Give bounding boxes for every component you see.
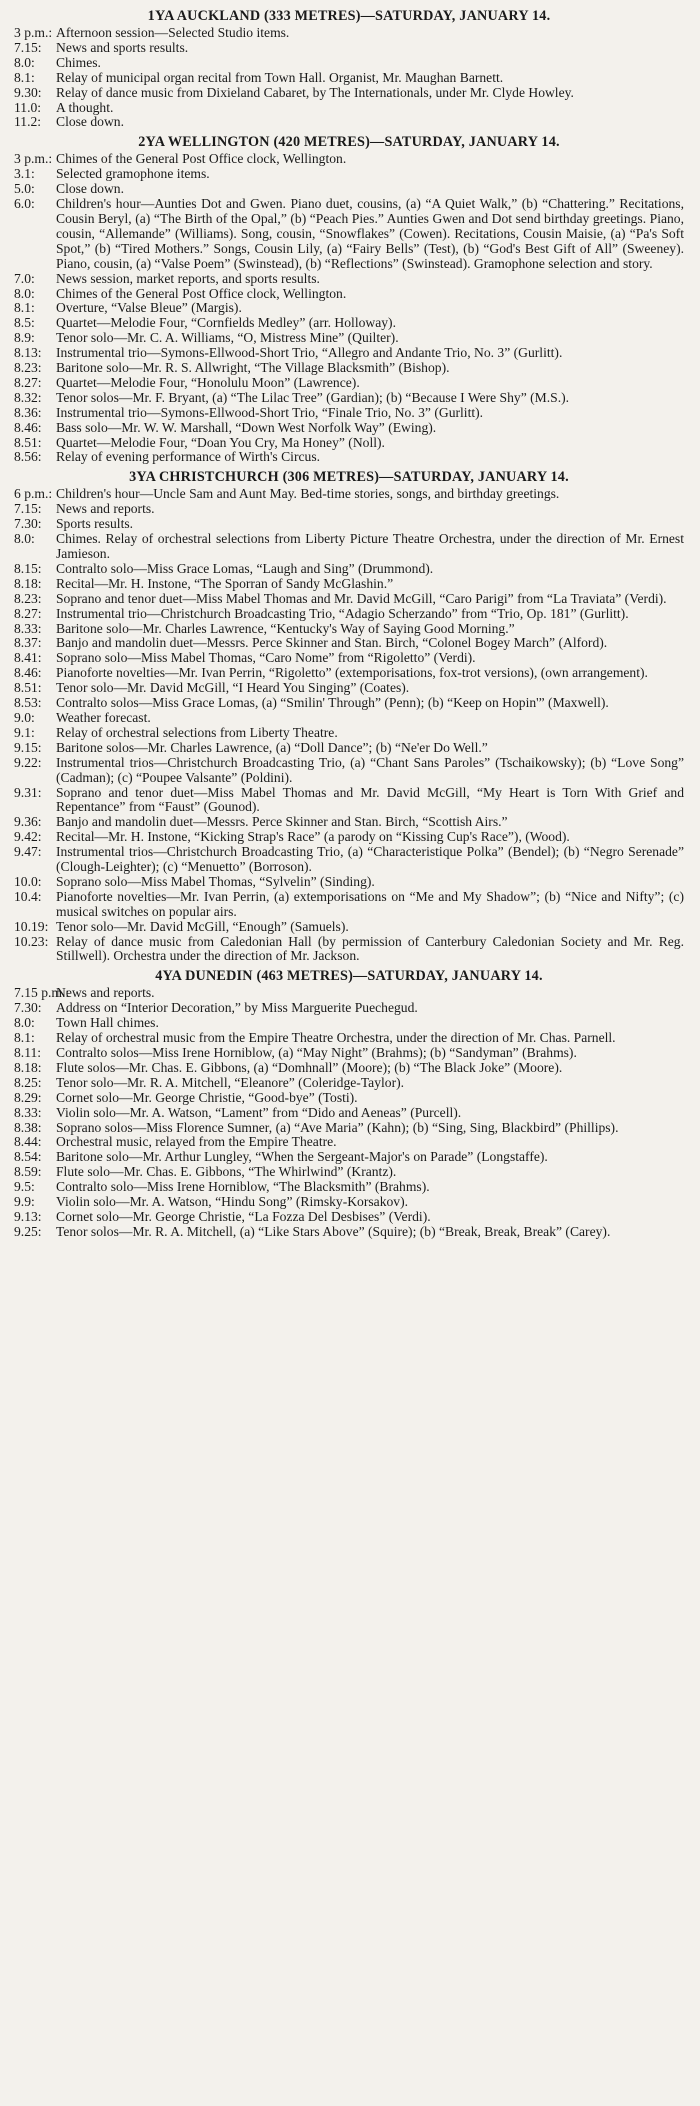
programme-entry	[14, 301, 684, 316]
station-section	[14, 468, 684, 964]
programme-entry	[14, 696, 684, 711]
entry-text: Flute solo—Mr. Chas. E. Gibbons, “The Whirlwind” (Krantz).	[56, 1164, 397, 1180]
entry-time: 11.2:	[14, 114, 42, 130]
programme-entry	[14, 517, 684, 532]
entry-time: 9.9:	[14, 1194, 35, 1210]
entry-text: Baritone solo—Mr. Arthur Lungley, “When the Sergeant-Major's on Parade” (Longstaffe).	[56, 1149, 548, 1165]
entry-text: Instrumental trio—Symons-Ellwood-Short Trio, “Finale Trio, No. 3” (Gurlitt).	[56, 404, 484, 420]
entry-text: Contralto solos—Miss Grace Lomas, (a) “Smilin' Through” (Penn); (b) “Keep on Hopin'” (Maxwell).	[56, 695, 609, 711]
entry-text: Weather forecast.	[56, 709, 151, 725]
entry-text: Violin solo—Mr. A. Watson, “Lament” from “Dido and Aeneas” (Purcell).	[56, 1104, 462, 1120]
programme-entry	[14, 41, 684, 56]
programme-entry	[14, 152, 684, 167]
programme-entry	[14, 532, 684, 562]
entry-time: 7.15 p.m.:	[14, 985, 70, 1001]
entry-time: 8.18:	[14, 1059, 42, 1075]
entry-text: Instrumental trios—Christchurch Broadcasting Trio, (a) “Chant Sans Paroles” (Tschaikowsky); (b) “Love Song” (Cadman); (c) “Poupee Valsante” (Poldini).	[56, 754, 684, 785]
programme-entry	[14, 71, 684, 86]
programme-entry	[14, 845, 684, 875]
station-section	[14, 133, 684, 465]
entry-text: Close down.	[56, 114, 124, 130]
entry-time: 7.15:	[14, 39, 42, 55]
entry-time: 9.22:	[14, 754, 42, 770]
entry-text: Cornet solo—Mr. George Christie, “La Fozza Del Desbises” (Verdi).	[56, 1208, 431, 1224]
entry-text: Tenor solo—Mr. David McGill, “I Heard You Singing” (Coates).	[56, 680, 410, 696]
programme-entry	[14, 272, 684, 287]
entry-text: Soprano and tenor duet—Miss Mabel Thomas and Mr. David McGill, “Caro Parigi” from “La Traviata” (Verdi).	[56, 590, 667, 606]
programme-entry	[14, 361, 684, 376]
programme-entry	[14, 1210, 684, 1225]
programme-entry	[14, 651, 684, 666]
entry-time: 8.51:	[14, 680, 42, 696]
entry-text: Soprano solos—Miss Florence Sumner, (a) “Ave Maria” (Kahn); (b) “Sing, Sing, Blackbird” (Phillips).	[56, 1119, 619, 1135]
entry-time: 8.27:	[14, 605, 42, 621]
entry-time: 8.53:	[14, 695, 42, 711]
entry-text: Relay of municipal organ recital from Town Hall. Organist, Mr. Maughan Barnett.	[56, 69, 504, 85]
entry-time: 7.15:	[14, 501, 42, 517]
programme-entry	[14, 421, 684, 436]
entry-time: 8.13:	[14, 345, 42, 361]
programme-entry	[14, 406, 684, 421]
entry-text: Flute solos—Mr. Chas. E. Gibbons, (a) “Domhnall” (Moore); (b) “The Black Joke” (Moore).	[56, 1059, 563, 1075]
programme-entry	[14, 436, 684, 451]
entry-time: 8.51:	[14, 434, 42, 450]
entry-time: 8.18:	[14, 575, 42, 591]
entry-time: 9.15:	[14, 739, 42, 755]
entry-text: Relay of evening performance of Wirth's Circus.	[56, 449, 321, 465]
entry-time: 8.38:	[14, 1119, 42, 1135]
programme-entry	[14, 622, 684, 637]
entry-time: 8.59:	[14, 1164, 42, 1180]
entry-text: Chimes of the General Post Office clock, Wellington.	[56, 285, 347, 301]
entry-time: 8.1:	[14, 1030, 35, 1046]
entry-time: 8.32:	[14, 389, 42, 405]
entry-time: 7.30:	[14, 516, 42, 532]
entry-text: Chimes.	[56, 54, 101, 70]
programme-entry	[14, 935, 684, 965]
entry-text: Recital—Mr. H. Instone, “Kicking Strap's Race” (a parody on “Kissing Cup's Race”), (Wood).	[56, 829, 570, 845]
entry-time: 8.36:	[14, 404, 42, 420]
programme-entry	[14, 726, 684, 741]
entry-time: 9.31:	[14, 784, 42, 800]
entry-text: Quartet—Melodie Four, “Honolulu Moon” (Lawrence).	[56, 374, 360, 390]
programme-entry	[14, 666, 684, 681]
entry-text: Baritone solos—Mr. Charles Lawrence, (a) “Doll Dance”; (b) “Ne'er Do Well.”	[56, 739, 488, 755]
entry-time: 9.0:	[14, 709, 35, 725]
programme-entry	[14, 1121, 684, 1136]
programme-entry	[14, 1195, 684, 1210]
entry-time: 8.46:	[14, 665, 42, 681]
entry-time: 8.41:	[14, 650, 42, 666]
programme-entry	[14, 577, 684, 592]
entry-time: 8.5:	[14, 315, 35, 331]
entry-time: 7.30:	[14, 1000, 42, 1016]
entry-text: Relay of orchestral music from the Empire Theatre Orchestra, under the direction of Mr. Chas. Parnell.	[56, 1030, 616, 1046]
entry-text: Selected gramophone items.	[56, 166, 210, 182]
entry-text: Children's hour—Aunties Dot and Gwen. Piano duet, cousins, (a) “A Quiet Walk,” (b) “Chattering.” Recitations, Cousin Beryl, (a) “The Birth of the Opal,” (b) “Peach Pies.” Aunties Gwen and Dot send birthday greetings. Piano, cousin, “Allemande” (Williams). Song, cousin, “Snowflakes” (Cowen). Recitations, Cousin Maisie, (a) “Pa's Soft Spot,” (b) “Tired Mothers.” Songs, Cousin Lily, (a) “Fairy Bells” (Test), (b) “God's Best Gift of All” (Sweeney). Piano, cousin, (a) “Valse Poem” (Swinstead), (b) “Reflections” (Swinstead). Gramophone selection and story.	[56, 196, 684, 271]
entry-text: Chimes of the General Post Office clock, Wellington.	[56, 151, 347, 167]
entry-text: News and sports results.	[56, 39, 189, 55]
programme-entry	[14, 316, 684, 331]
entry-text: Tenor solos—Mr. R. A. Mitchell, (a) “Like Stars Above” (Squire); (b) “Break, Break, Break” (Carey).	[56, 1223, 611, 1239]
programme-entry	[14, 1135, 684, 1150]
entry-time: 8.0:	[14, 285, 35, 301]
entry-text: Relay of orchestral selections from Liberty Theatre.	[56, 724, 338, 740]
entry-time: 8.33:	[14, 1104, 42, 1120]
entry-text: Soprano solo—Miss Mabel Thomas, “Sylvelin” (Sinding).	[56, 873, 375, 889]
programme-entry	[14, 1150, 684, 1165]
entry-text: Tenor solos—Mr. F. Bryant, (a) “The Lilac Tree” (Gardian); (b) “Because I Were Shy” (M.S.).	[56, 389, 570, 405]
programme-entry	[14, 681, 684, 696]
entry-text: Relay of dance music from Caledonian Hall (by permission of Canterbury Caledonian Society and Mr. Reg. Stillwell). Orchestra under the direction of Mr. Jackson.	[56, 933, 684, 964]
programme-entry	[14, 920, 684, 935]
entry-time: 8.0:	[14, 1015, 35, 1031]
programme-entry	[14, 167, 684, 182]
entry-text: Contralto solo—Miss Irene Horniblow, “The Blacksmith” (Brahms).	[56, 1179, 430, 1195]
entry-time: 10.0:	[14, 873, 42, 889]
entry-text: Baritone solo—Mr. R. S. Allwright, “The Village Blacksmith” (Bishop).	[56, 360, 450, 376]
entry-time: 9.30:	[14, 84, 42, 100]
programme-entry	[14, 391, 684, 406]
entry-text: Bass solo—Mr. W. W. Marshall, “Down West Norfolk Way” (Ewing).	[56, 419, 437, 435]
entry-time: 8.1:	[14, 300, 35, 316]
programme-entry	[14, 986, 684, 1001]
programme-entry	[14, 756, 684, 786]
station-heading: 3YA CHRISTCHURCH (306 METRES)—SATURDAY, JANUARY 14.	[129, 469, 569, 486]
entry-time: 8.23:	[14, 590, 42, 606]
programme-entry	[14, 1225, 684, 1240]
programme-entry	[14, 815, 684, 830]
entry-text: Contralto solo—Miss Grace Lomas, “Laugh and Sing” (Drummond).	[56, 560, 434, 576]
entry-text: Recital—Mr. H. Instone, “The Sporran of Sandy McGlashin.”	[56, 575, 394, 591]
programme-entry	[14, 182, 684, 197]
entry-text: Orchestral music, relayed from the Empire Theatre.	[56, 1134, 337, 1150]
entry-time: 8.44:	[14, 1134, 42, 1150]
entry-time: 9.1:	[14, 724, 35, 740]
programme-entry	[14, 487, 684, 502]
entry-text: Instrumental trio—Christchurch Broadcasting Trio, “Adagio Scherzando” from “Trio, Op. 181” (Gurlitt).	[56, 605, 629, 621]
entry-text: Pianoforte novelties—Mr. Ivan Perrin, “Rigoletto” (extemporisations, fox-trot versions), (own arrangement).	[56, 665, 648, 681]
entry-text: Quartet—Melodie Four, “Cornfields Medley” (arr. Holloway).	[56, 315, 396, 331]
programme-entry	[14, 1106, 684, 1121]
entry-time: 9.5:	[14, 1179, 35, 1195]
entry-text: Soprano and tenor duet—Miss Mabel Thomas and Mr. David McGill, “My Heart is Torn With Grief and Repentance” from “Faust” (Gounod).	[56, 784, 684, 815]
entry-text: Afternoon session—Selected Studio items.	[56, 25, 290, 40]
entry-text: Instrumental trios—Christchurch Broadcasting Trio, (a) “Characteristique Polka” (Bendel); (b) “Negro Serenade” (Clough-Leighter); (c) “Menuetto” (Borroson).	[56, 844, 684, 875]
programme-entry	[14, 101, 684, 116]
entry-text: Tenor solo—Mr. C. A. Williams, “O, Mistress Mine” (Quilter).	[56, 330, 399, 346]
entry-text: Close down.	[56, 181, 124, 197]
entry-text: Overture, “Valse Bleue” (Margis).	[56, 300, 242, 316]
entry-time: 8.15:	[14, 560, 42, 576]
entry-time: 8.37:	[14, 635, 42, 651]
entry-time: 3.1:	[14, 166, 35, 182]
programme-entry	[14, 592, 684, 607]
programme-entry	[14, 830, 684, 845]
entry-time: 8.46:	[14, 419, 42, 435]
entry-time: 8.9:	[14, 330, 35, 346]
programme-entry	[14, 1165, 684, 1180]
entry-time: 8.54:	[14, 1149, 42, 1165]
entry-time: 9.36:	[14, 814, 42, 830]
programme-entry	[14, 875, 684, 890]
entry-text: Cornet solo—Mr. George Christie, “Good-bye” (Tosti).	[56, 1089, 358, 1105]
entry-time: 5.0:	[14, 181, 35, 197]
entry-text: Violin solo—Mr. A. Watson, “Hindu Song” (Rimsky-Korsakov).	[56, 1194, 409, 1210]
programme-entry	[14, 1076, 684, 1091]
entry-text: Quartet—Melodie Four, “Doan You Cry, Ma Honey” (Noll).	[56, 434, 385, 450]
programme-entry	[14, 331, 684, 346]
programme-entry	[14, 562, 684, 577]
programme-entry	[14, 636, 684, 651]
entry-time: 8.11:	[14, 1045, 42, 1060]
entry-time: 3 p.m.:	[14, 25, 53, 40]
entry-text: Sports results.	[56, 516, 134, 532]
entry-time: 8.25:	[14, 1074, 42, 1090]
entry-text: News session, market reports, and sports results.	[56, 270, 320, 286]
programme-entry	[14, 502, 684, 517]
station-section	[14, 7, 684, 130]
programme-entry	[14, 786, 684, 816]
entry-text: A thought.	[56, 99, 114, 115]
entry-time: 8.56:	[14, 449, 42, 465]
station-heading: 1YA AUCKLAND (333 METRES)—SATURDAY, JANUARY 14.	[147, 8, 551, 24]
entry-text: News and reports.	[56, 501, 155, 517]
entry-time: 8.1:	[14, 69, 35, 85]
entry-text: Children's hour—Uncle Sam and Aunt May. Bed-time stories, songs, and birthday greetings.	[56, 486, 560, 502]
entry-time: 10.23:	[14, 933, 49, 949]
entry-time: 7.0:	[14, 270, 35, 286]
station-section	[14, 967, 684, 1239]
entry-text: Contralto solos—Miss Irene Horniblow, (a) “May Night” (Brahms); (b) “Sandyman” (Brahms).	[56, 1045, 577, 1060]
entry-text: Banjo and mandolin duet—Messrs. Perce Skinner and Stan. Birch, “Colonel Bogey March” (Alford).	[56, 635, 608, 651]
entry-time: 3 p.m.:	[14, 151, 53, 167]
programme-entry	[14, 1091, 684, 1106]
programme-entry	[14, 741, 684, 756]
programme-entry	[14, 56, 684, 71]
entry-time: 8.27:	[14, 374, 42, 390]
programme-entry	[14, 711, 684, 726]
programme-entry	[14, 86, 684, 101]
programme-entry	[14, 115, 684, 130]
entry-text: News and reports.	[56, 985, 155, 1001]
programme-entry	[14, 376, 684, 391]
entry-text: Soprano solo—Miss Mabel Thomas, “Caro Nome” from “Rigoletto” (Verdi).	[56, 650, 476, 666]
entry-time: 11.0:	[14, 99, 42, 115]
programme-entry	[14, 1031, 684, 1046]
entry-text: Address on “Interior Decoration,” by Miss Marguerite Puechegud.	[56, 1000, 418, 1016]
entry-text: Baritone solo—Mr. Charles Lawrence, “Kentucky's Way of Saying Good Morning.”	[56, 620, 515, 636]
programme-entry	[14, 1046, 684, 1061]
station-heading: 2YA WELLINGTON (420 METRES)—SATURDAY, JANUARY 14.	[138, 134, 560, 151]
entry-text: Pianoforte novelties—Mr. Ivan Perrin, (a) extemporisations on “Me and My Shadow”; (b) “Nice and Nifty”; (c) musical switches on popular airs.	[56, 888, 684, 919]
entry-text: Tenor solo—Mr. R. A. Mitchell, “Eleanore” (Coleridge-Taylor).	[56, 1074, 405, 1090]
programme-entry	[14, 197, 684, 272]
entry-time: 6.0:	[14, 196, 35, 212]
station-heading: 4YA DUNEDIN (463 METRES)—SATURDAY, JANUARY 14.	[155, 968, 543, 985]
entry-text: Relay of dance music from Dixieland Cabaret, by The Internationals, under Mr. Clyde Howley.	[56, 84, 574, 100]
entry-time: 8.33:	[14, 620, 42, 636]
entry-time: 6 p.m.:	[14, 486, 53, 502]
entry-time: 9.13:	[14, 1208, 42, 1224]
entry-time: 8.0:	[14, 531, 35, 547]
programme-entry	[14, 1016, 684, 1031]
entry-time: 8.0:	[14, 54, 35, 70]
programme-entry	[14, 1180, 684, 1195]
entry-time: 9.25:	[14, 1223, 42, 1239]
entry-time: 10.19:	[14, 918, 49, 934]
entry-time: 9.47:	[14, 844, 42, 860]
programme-entry	[14, 450, 684, 465]
entry-time: 10.4:	[14, 888, 42, 904]
programme-entry	[14, 26, 684, 41]
entry-text: Chimes. Relay of orchestral selections from Liberty Picture Theatre Orchestra, under the direction of Mr. Ernest Jamieson.	[56, 531, 684, 561]
entry-time: 8.23:	[14, 360, 42, 376]
entry-text: Tenor solo—Mr. David McGill, “Enough” (Samuels).	[56, 918, 349, 934]
entry-text: Banjo and mandolin duet—Messrs. Perce Skinner and Stan. Birch, “Scottish Airs.”	[56, 814, 508, 830]
programme-entry	[14, 287, 684, 302]
programme-entry	[14, 1061, 684, 1076]
entry-time: 9.42:	[14, 829, 42, 845]
programme-entry	[14, 607, 684, 622]
programme-entry	[14, 890, 684, 920]
programme-entry	[14, 346, 684, 361]
entry-text: Instrumental trio—Symons-Ellwood-Short Trio, “Allegro and Andante Trio, No. 3” (Gurlitt).	[56, 345, 563, 361]
programme-entry	[14, 1001, 684, 1016]
entry-text: Town Hall chimes.	[56, 1015, 159, 1031]
entry-time: 8.29:	[14, 1089, 42, 1105]
